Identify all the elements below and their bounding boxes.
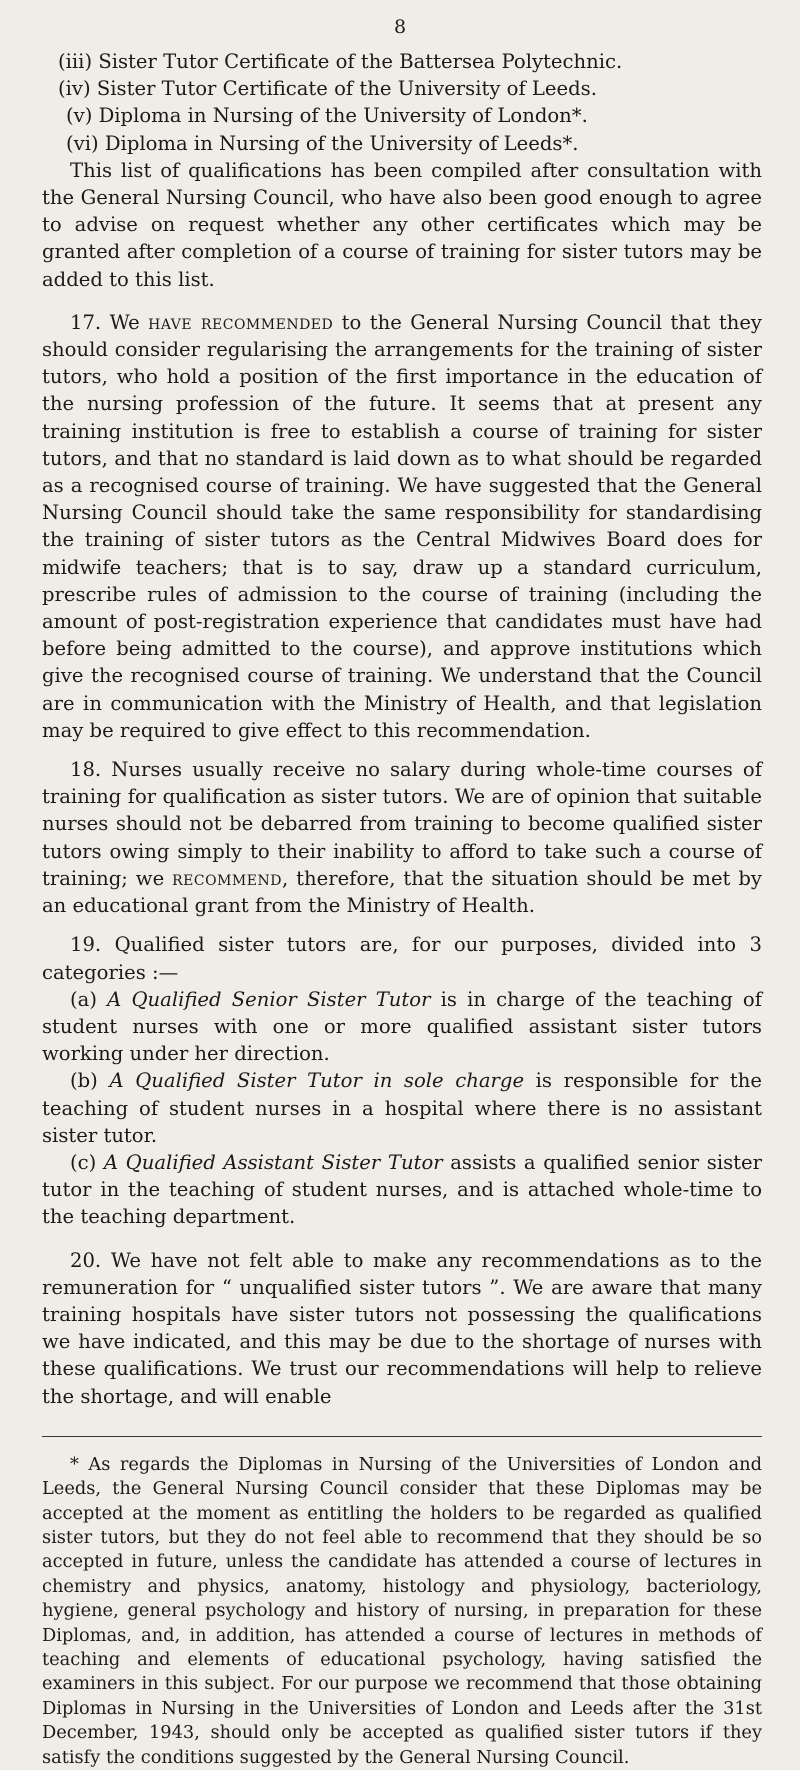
paragraph-19-intro: 19. Qualified sister tutors are, for our purposes, divided into 3 categories :—: [42, 933, 762, 984]
paragraph-17: [42, 309, 762, 744]
paragraph-18-text: 18. Nurses usually receive no salary during whole-time courses of training for qualification as sister tutors. We are of opinion that suitable nurses should not be debarred from training to become qualified sister tutors owing simply to their inability to afford to take such a course of training; we: [42, 758, 762, 890]
qualification-item: (v) Diploma in Nursing of the University of London*.: [66, 104, 588, 128]
paragraph-17-text: to the General Nursing Council that they should consider regularising the arrangements for the training of sister tutors, who hold a position of the first importance in the education of the nursing profession of the future. It seems that at present any training institution is free to establish a course of training for sister tutors, and that no standard is laid down as to what should be regarded as a recognised course of training. We have suggested that the General Nursing Council should take the same responsibility for standardising the training of sister tutors as the Central Midwives Board does for midwife teachers; that is to say, draw up a standard curriculum, prescribe rules of admission to the course of training (including the amount of post-registration experience that candidates must have had before being admitted to the course), and approve institutions which give the recognised course of training. We understand that the Council are in communication with the Ministry of Health, and that legislation may be required to give effect to this recommendation.: [42, 310, 762, 742]
category-term: A Qualified Assistant Sister Tutor: [103, 1150, 443, 1174]
qualification-item: (iv) Sister Tutor Certificate of the University of Leeds.: [58, 77, 597, 101]
qualification-item: (iii) Sister Tutor Certificate of the Battersea Polytechnic.: [58, 50, 623, 73]
category-label: (b): [70, 1069, 110, 1093]
category-text: is responsible for the teaching of student nurses in a hospital where there is no assistant sister tutor.: [42, 1069, 763, 1147]
page-number: 8: [393, 16, 407, 38]
category-label: (c): [70, 1150, 104, 1174]
qualifications-note-paragraph: This list of qualifications has been compiled after consultation with the General Nursing Council, who have also been good enough to agree to advise on request whether any other certificates which may be granted after completion of a course of training for sister tutors may be added to this list.: [42, 158, 762, 291]
paragraph-20: 20. We have not felt able to make any recommendations as to the remuneration for “ unqualified sister tutors ”. We are aware that many training hospitals have sister tutors not possessing the qualifications we have indicated, and this may be due to the shortage of nurses with these qualifications. We trust our recommendations will help to relieve the shortage, and will enable: [42, 1248, 762, 1408]
paragraph-17-lead: 17. We: [70, 310, 149, 334]
qualifications-list: [42, 48, 762, 157]
footnote: * As regards the Diplomas in Nursing of the Universities of London and Leeds, the General Nursing Council consider that these Diplomas may be accepted at the moment as entitling the holders to be regarded as qualified sister tutors, but they do not feel able to recommend that they should be so accepted in future, unless the candidate has attended a course of lectures in chemistry and physics, anatomy, histology and physiology, bacteriology, hygiene, general psychology and history of nursing, in preparation for these Diplomas, and, in addition, has attended a course of lectures in methods of teaching and elements of educational psychology, having satisfied the examiners in this subject. For our purpose we recommend that those obtaining Diplomas in Nursing in the Universities of London and Leeds after the 31st December, 1943, should only be accepted as qualified sister tutors if they satisfy the conditions suggested by the General Nursing Council.: [42, 1453, 762, 1768]
paragraph-18: [42, 756, 762, 919]
category-item: [42, 1149, 762, 1231]
paragraph-19: [42, 931, 762, 1230]
paragraph-18-emphasis: recommend: [172, 866, 282, 890]
category-item: [42, 986, 762, 1068]
category-item: [42, 1067, 762, 1149]
page-body: [42, 48, 762, 1770]
paragraph-17-emphasis: have recommended: [148, 310, 334, 334]
category-term: A Qualified Senior Sister Tutor: [107, 987, 431, 1011]
paragraph-18-tail: , therefore, that the situation should be met by an educational grant from the Ministry of Health.: [42, 866, 762, 918]
category-label: (a): [70, 987, 108, 1011]
category-text: assists a qualified senior sister tutor in the teaching of student nurses, and is attached whole-time to the teaching department.: [42, 1150, 762, 1229]
category-text: is in charge of the teaching of student nurses with one or more qualified assistant sister tutors working under her direction.: [42, 987, 762, 1066]
category-term: A Qualified Sister Tutor in sole charge: [109, 1069, 525, 1093]
qualification-item: (vi) Diploma in Nursing of the University of Leeds*.: [66, 131, 579, 155]
footnote-divider: [42, 1436, 762, 1437]
